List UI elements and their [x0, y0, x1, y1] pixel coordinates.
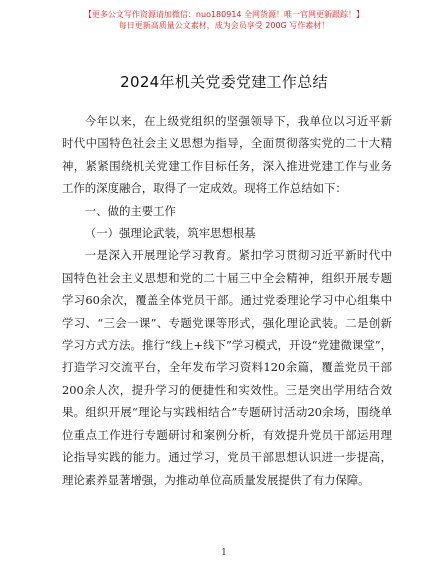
document-body [62, 110, 392, 491]
document-title: 2024年机关党委党建工作总结 [120, 73, 328, 91]
promo-banner [0, 9, 448, 31]
body-paragraph: 一是深入开展理论学习教育。紧扣学习贯彻习近平新时代中国特色社会主义思想和党的二十届三中全会精神，组织开展专题学习60余次，覆盖全体党员干部。通过党委理论学习中心组集中学习、“三会一课”、专题党课等形式，强化理论武装。二是创新学习方式方法。推行“线上+线下”学习模式，开设“党建微课堂”，打造学习交流平台，全年发布学习资料120余篇，覆盖党员干部200余人次，提升学习的便捷性和实效性。三是突出学用结合效果。组织开展“理论与实践相结合”专题研讨活动20余场，围绕单位重点工作进行专题研讨和案例分析，有效提升党员干部运用理论指导实践的能力。通过学习，党员干部思想认识进一步提高，理论素养显著增强，为推动单位高质量发展提供了有力保障。 [62, 248, 392, 487]
subsection-heading: （一）强理论武装，筑牢思想根基 [84, 226, 256, 241]
banner-line-1: 【更多公文写作资源请加微信：nuo180914 全网货源！唯一官网更新跟踪！】 [83, 10, 365, 19]
page-number: 1 [221, 548, 227, 558]
section-heading: 一、做的主要工作 [84, 203, 176, 218]
intro-paragraph: 今年以来，在上级党组织的坚强领导下，我单位以习近平新时代中国特色社会主义思想为指导，全面贯彻落实党的二十大精神，紧紧围绕机关党建工作目标任务，深入推进党建工作与业务工作的深度融合，取得了一定成效。现将工作总结如下： [62, 114, 392, 196]
banner-line-2: 每日更新高质量公文素材，成为会员享受 200G 写作素材！ [118, 21, 330, 30]
